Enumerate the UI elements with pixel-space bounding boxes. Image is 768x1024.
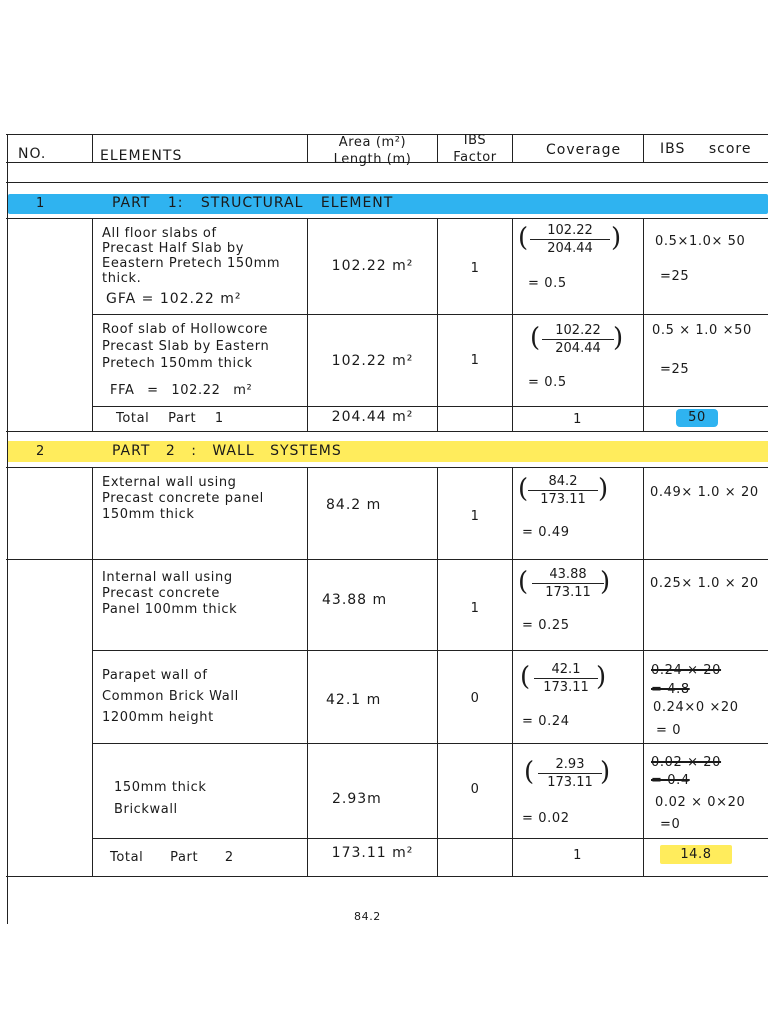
paren-right: ) [600,757,611,787]
ibs-factor: 0 [470,782,480,797]
part1-number: 1 [36,196,45,211]
total-label: Total Part 1 [116,411,224,426]
element-line: Precast Slab by Eastern [102,339,270,354]
score-result: =25 [660,269,690,284]
header-ibs-factor [440,132,510,166]
area-value: 42.1 m [326,692,382,708]
part1-title: PART 1: STRUCTURAL ELEMENT [112,195,394,211]
coverage-denominator: 173.11 [540,492,586,507]
coverage-fraction [530,223,610,256]
col-divider [92,134,93,162]
row-divider [92,650,768,651]
score-result: =25 [660,362,690,377]
footer-note: 84.2 [354,910,381,923]
col-divider [92,218,93,431]
struck-result: = 0.4 [651,773,690,788]
coverage-result: = 0.5 [528,276,567,291]
ibs-factor: 0 [470,691,480,706]
paren-right: ) [598,474,609,504]
ibs-factor: 1 [470,509,480,524]
coverage-fraction [542,323,614,356]
score-result: = 0 [656,723,682,738]
part2-number: 2 [36,444,45,459]
col-divider [307,467,308,876]
header-ibs-score: IBS score [660,141,752,157]
paren-left: ( [520,662,531,692]
element-line: 150mm thick [102,507,195,522]
area-value: 102.22 m² [331,258,414,274]
total-area: 173.11 m² [331,845,414,861]
element-description [102,226,280,286]
score-calc: 0.02 × 0×20 [655,795,746,810]
ibs-factor: 1 [470,353,480,368]
coverage-denominator: 204.44 [555,341,601,356]
coverage-fraction [532,567,604,600]
coverage-numerator: 102.22 [542,323,614,340]
element-line: Precast Half Slab by [102,241,245,256]
coverage-result: = 0.25 [522,618,570,633]
row-divider [92,838,768,839]
header-area-line2: Length (m) [333,152,412,167]
gfa-note: GFA = 102.22 m² [106,291,242,307]
header-coverage: Coverage [546,142,622,158]
col-divider [643,134,644,162]
row-divider [6,218,768,219]
header-divider-2 [6,182,768,183]
score-calc: 0.49× 1.0 × 20 [650,485,759,500]
element-line: Common Brick Wall [102,689,239,704]
paren-left: ( [518,474,529,504]
coverage-numerator: 102.22 [530,223,610,240]
col-divider [437,134,438,162]
col-divider [437,467,438,876]
element-line: Roof slab of Hollowcore [102,322,268,337]
score-result: =0 [660,817,681,832]
score-calc: 0.25× 1.0 × 20 [650,576,759,591]
coverage-numerator: 42.1 [534,662,598,679]
element-line: Eeastern Pretech 150mm [102,256,281,271]
element-description [114,777,207,821]
ibs-factor: 1 [470,261,480,276]
row-divider [92,314,768,315]
coverage-denominator: 173.11 [547,775,593,790]
paren-right: ) [600,567,611,597]
paren-right: ) [613,323,624,353]
area-value: 2.93m [332,791,382,807]
coverage-result: = 0.24 [522,714,570,729]
element-line: Brickwall [114,802,178,817]
paren-left: ( [518,567,529,597]
element-line: 150mm thick [114,780,207,795]
ibs-factor: 1 [470,601,480,616]
element-line: 1200mm height [102,710,214,725]
col-divider [512,467,513,876]
element-description [102,570,237,618]
ffa-note: FFA = 102.22 m² [110,383,253,398]
score-calc: 0.24×0 ×20 [653,700,739,715]
col-divider [643,218,644,431]
header-ibs-line2: Factor [453,150,497,165]
coverage-denominator: 173.11 [543,680,589,695]
total-label: Total Part 2 [110,850,234,865]
col-divider [437,218,438,431]
paren-left: ( [524,757,535,787]
header-no: NO. [18,146,47,162]
row-divider [6,467,768,468]
area-value: 43.88 m [322,592,388,608]
element-description [102,321,269,372]
col-divider [512,134,513,162]
col-border-left [7,134,8,924]
col-divider [92,467,93,876]
coverage-result: = 0.02 [522,811,570,826]
table-border-bottom [6,876,768,877]
element-line: Internal wall using [102,570,233,585]
total-score: 14.8 [680,847,712,862]
element-description [102,665,239,728]
col-divider [307,218,308,431]
score-calc: 0.5×1.0× 50 [655,234,746,249]
paren-left: ( [518,223,529,253]
coverage-fraction [534,662,598,695]
col-divider [512,218,513,431]
area-value: 84.2 m [326,497,382,513]
col-divider [643,467,644,876]
coverage-denominator: 173.11 [545,585,591,600]
paren-right: ) [596,662,607,692]
total-coverage: 1 [573,848,582,863]
struck-calc: 0.24 × 20 [651,663,722,678]
row-divider [6,559,768,560]
element-description [102,475,264,523]
element-line: Parapet wall of [102,668,208,683]
struck-result: = 4.8 [651,682,690,697]
element-line: Precast concrete [102,586,221,601]
total-area: 204.44 m² [331,409,414,425]
col-divider [307,134,308,162]
total-coverage: 1 [573,412,582,427]
element-line: Panel 100mm thick [102,602,238,617]
struck-calc: 0.02 × 20 [651,755,722,770]
element-line: thick. [102,271,142,286]
row-divider [92,743,768,744]
part2-title: PART 2 : WALL SYSTEMS [112,443,342,459]
header-area [310,134,435,168]
header-area-line1: Area (m²) [338,135,407,150]
element-line: Pretech 150mm thick [102,356,253,371]
total-score: 50 [688,410,706,425]
coverage-denominator: 204.44 [547,241,593,256]
area-value: 102.22 m² [331,353,414,369]
coverage-numerator: 84.2 [528,474,598,491]
coverage-fraction [538,757,602,790]
coverage-result: = 0.5 [528,375,567,390]
row-divider [6,431,768,432]
element-line: All floor slabs of [102,226,217,241]
coverage-result: = 0.49 [522,525,570,540]
coverage-fraction [528,474,598,507]
element-line: External wall using [102,475,237,490]
header-ibs-line1: IBS [463,133,487,148]
coverage-numerator: 2.93 [538,757,602,774]
row-divider [92,406,768,407]
paren-left: ( [530,323,541,353]
coverage-numerator: 43.88 [532,567,604,584]
paren-right: ) [611,223,622,253]
header-elements: ELEMENTS [100,148,183,164]
element-line: Precast concrete panel [102,491,264,506]
score-calc: 0.5 × 1.0 ×50 [652,323,752,338]
